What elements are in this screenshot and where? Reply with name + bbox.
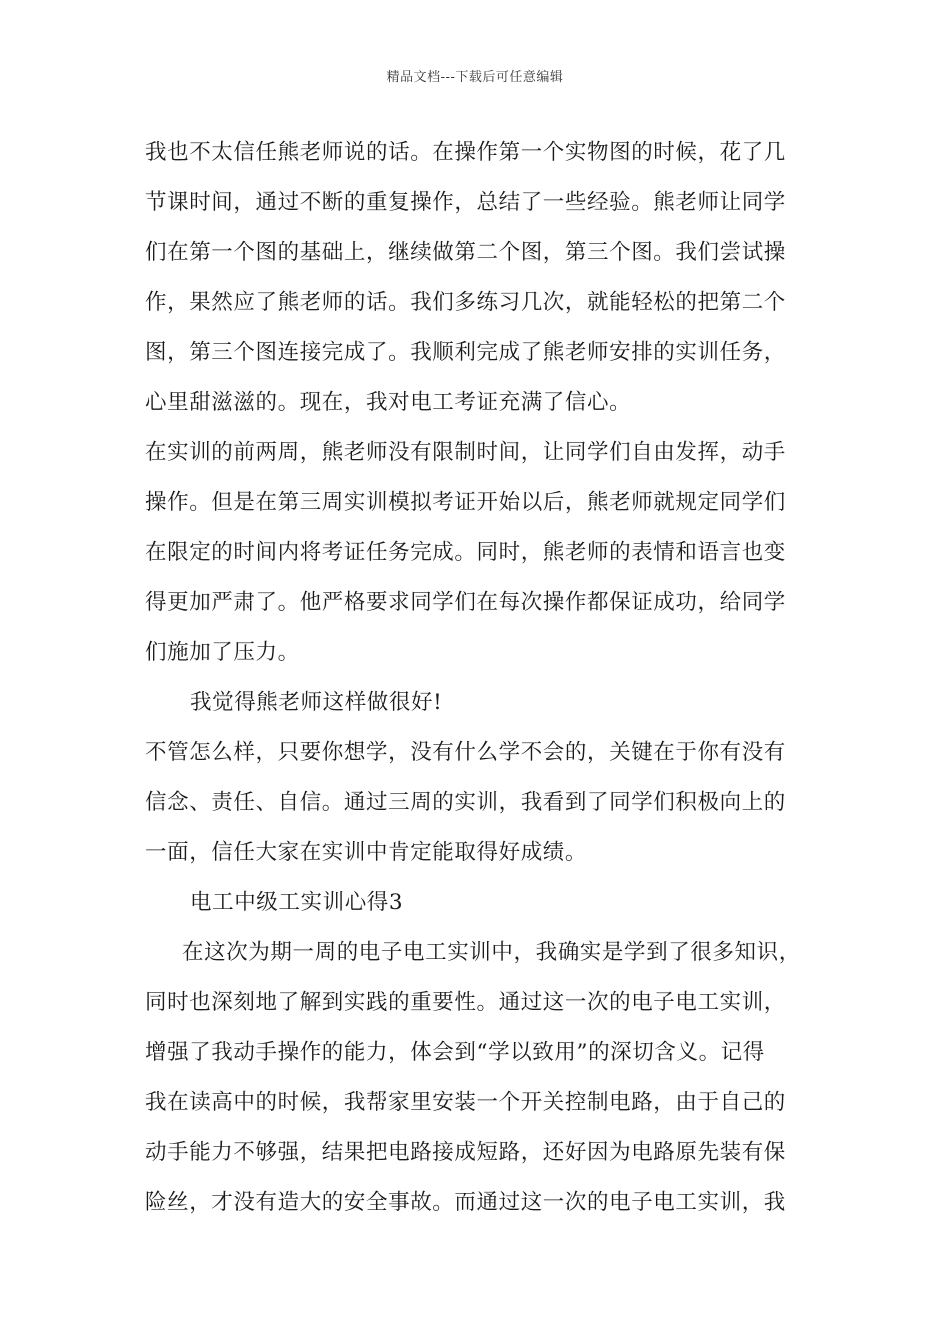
text-line: 心里甜滋滋的。现在，我对电工考证充满了信心。	[145, 390, 632, 415]
text-line: 我觉得熊老师这样做很好!	[190, 690, 443, 715]
text-line: 信念、责任、自信。通过三周的实训，我看到了同学们积极向上的	[145, 790, 786, 815]
text-line: 在限定的时间内将考证任务完成。同时，熊老师的表情和语言也变	[145, 540, 786, 565]
text-line: 一面，信任大家在实训中肯定能取得好成绩。	[145, 840, 588, 865]
text-line: 操作。但是在第三周实训模拟考证开始以后，熊老师就规定同学们	[145, 490, 786, 515]
text-line: 节课时间，通过不断的重复操作，总结了一些经验。熊老师让同学	[145, 190, 786, 215]
text-line: 作，果然应了熊老师的话。我们多练习几次，就能轻松的把第二个	[145, 290, 786, 315]
text-line: 险丝，才没有造大的安全事故。而通过这一次的电子电工实训，我	[145, 1190, 786, 1215]
text-line: 增强了我动手操作的能力，体会到“学以致用”的深切含义。记得	[145, 1040, 765, 1065]
text-line: 我在读高中的时候，我帮家里安装一个开关控制电路，由于自己的	[145, 1090, 786, 1115]
text-line: 在这次为期一周的电子电工实训中，我确实是学到了很多知识，	[182, 940, 801, 965]
text-line: 电工中级工实训心得3	[190, 890, 404, 915]
text-line: 同时也深刻地了解到实践的重要性。通过这一次的电子电工实训，	[145, 990, 786, 1015]
text-line: 动手能力不够强，结果把电路接成短路，还好因为电路原先装有保	[145, 1140, 786, 1165]
text-line: 们施加了压力。	[145, 640, 300, 665]
text-line: 得更加严肃了。他严格要求同学们在每次操作都保证成功，给同学	[145, 590, 786, 615]
document-body	[145, 128, 825, 1228]
page-header: 精品文档---下载后可任意编辑	[386, 70, 564, 85]
text-line: 在实训的前两周，熊老师没有限制时间，让同学们自由发挥，动手	[145, 440, 786, 465]
text-line: 不管怎么样，只要你想学，没有什么学不会的，关键在于你有没有	[145, 740, 786, 765]
text-line: 我也不太信任熊老师说的话。在操作第一个实物图的时候，花了几	[145, 140, 786, 165]
text-line: 们在第一个图的基础上，继续做第二个图，第三个图。我们尝试操	[145, 240, 786, 265]
text-line: 图，第三个图连接完成了。我顺利完成了熊老师安排的实训任务，	[145, 340, 786, 365]
